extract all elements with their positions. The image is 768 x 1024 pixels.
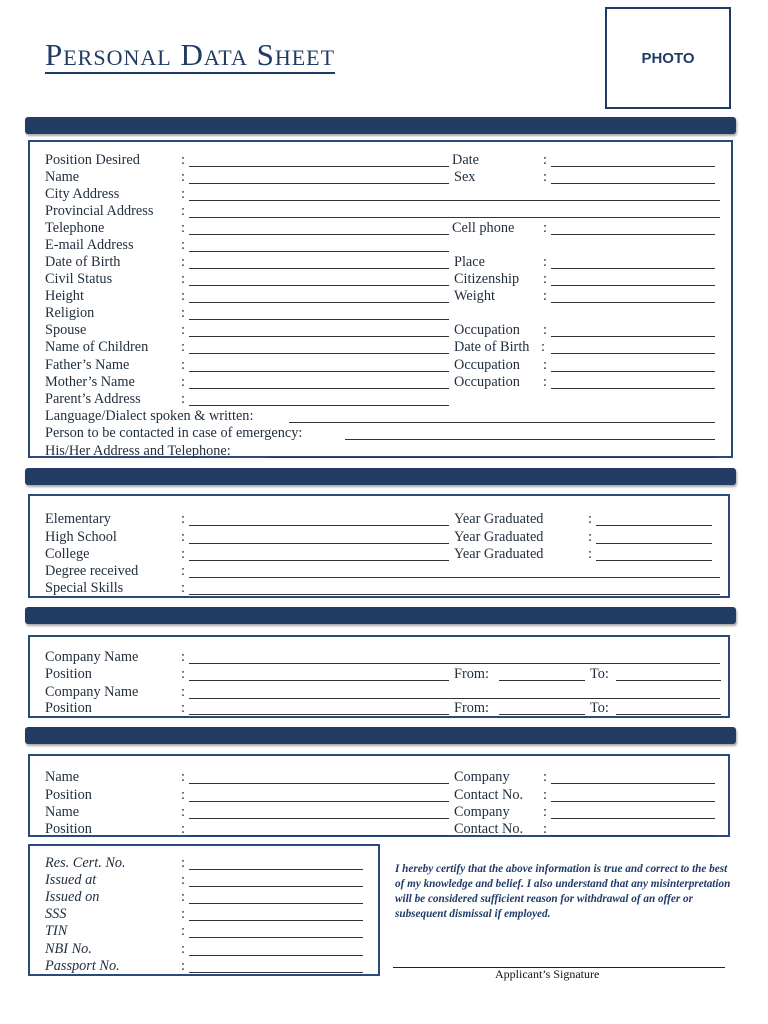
colon: :: [181, 322, 185, 338]
field-parents-address[interactable]: [189, 393, 449, 406]
label-company-name: Company Name: [45, 649, 139, 665]
colon: :: [181, 804, 185, 820]
field-college[interactable]: [189, 548, 449, 561]
page-title: Personal Data Sheet: [45, 37, 336, 72]
label-nbi: NBI No.: [45, 941, 92, 957]
label-language: Language/Dialect spoken & written:: [45, 408, 254, 424]
section-bar-employment: [25, 607, 736, 624]
label-date-of-birth-2: Date of Birth: [454, 339, 530, 355]
label-position: Position: [45, 821, 92, 837]
field-position[interactable]: [189, 789, 449, 802]
field-nbi[interactable]: [189, 943, 363, 956]
label-elementary: Elementary: [45, 511, 111, 527]
field-mothers-name[interactable]: [189, 376, 449, 389]
field-email[interactable]: [189, 239, 449, 252]
label-position: Position: [45, 787, 92, 803]
colon: :: [543, 152, 547, 168]
colon: :: [181, 305, 185, 321]
field-emergency-address[interactable]: [270, 445, 715, 458]
label-tin: TIN: [45, 923, 68, 939]
label-civil-status: Civil Status: [45, 271, 113, 287]
field-to[interactable]: [616, 668, 721, 681]
label-passport: Passport No.: [45, 958, 120, 974]
label-to: To:: [590, 666, 609, 682]
label-contact: Contact No.: [454, 787, 524, 803]
colon: :: [181, 374, 185, 390]
label-company: Company: [454, 804, 510, 820]
field-name[interactable]: [189, 171, 449, 184]
field-telephone[interactable]: [189, 222, 449, 235]
field-skills[interactable]: [189, 582, 720, 595]
label-company-name: Company Name: [45, 684, 139, 700]
label-spouse: Spouse: [45, 322, 87, 338]
colon: :: [181, 357, 185, 373]
label-to: To:: [590, 700, 609, 716]
label-telephone: Telephone: [45, 220, 105, 236]
label-high-school: High School: [45, 529, 117, 545]
field-name-of-children[interactable]: [189, 341, 449, 354]
label-citizenship: Citizenship: [454, 271, 520, 287]
field-from[interactable]: [499, 702, 585, 715]
label-position-desired: Position Desired: [45, 152, 140, 168]
colon: :: [181, 254, 185, 270]
colon: :: [543, 787, 547, 803]
colon: :: [543, 220, 547, 236]
field-passport[interactable]: [189, 960, 363, 973]
section-bar-personal: [25, 117, 736, 134]
field-from[interactable]: [499, 668, 585, 681]
label-year-graduated: Year Graduated: [454, 511, 544, 527]
field-weight[interactable]: [551, 290, 715, 303]
colon: :: [181, 923, 185, 939]
colon: :: [181, 821, 185, 837]
label-date-of-birth: Date of Birth: [45, 254, 121, 270]
colon: :: [181, 391, 185, 407]
label-college: College: [45, 546, 90, 562]
field-spouse[interactable]: [189, 324, 449, 337]
colon: :: [181, 889, 185, 905]
field-issued-on[interactable]: [189, 891, 363, 904]
label-from: From:: [454, 666, 489, 682]
colon: :: [543, 169, 547, 185]
colon: :: [181, 169, 185, 185]
colon: :: [181, 339, 185, 355]
colon: :: [181, 511, 185, 527]
field-occupation[interactable]: [551, 324, 715, 337]
field-tin[interactable]: [189, 925, 363, 938]
label-sex: Sex: [454, 169, 476, 185]
label-name: Name: [45, 769, 80, 785]
field-emergency[interactable]: [345, 427, 715, 440]
colon: :: [588, 546, 592, 562]
label-place: Place: [454, 254, 485, 270]
colon: :: [543, 271, 547, 287]
field-year-graduated[interactable]: [596, 548, 712, 561]
field-company[interactable]: [551, 771, 715, 784]
colon: :: [588, 529, 592, 545]
colon: :: [181, 649, 185, 665]
colon: :: [543, 357, 547, 373]
field-date[interactable]: [551, 154, 715, 167]
colon: :: [543, 254, 547, 270]
label-cell-phone: Cell phone: [452, 220, 515, 236]
photo-box[interactable]: [605, 7, 731, 109]
field-res-cert[interactable]: [189, 857, 363, 870]
colon: :: [181, 546, 185, 562]
colon: :: [181, 958, 185, 974]
field-date-of-birth-2[interactable]: [551, 341, 715, 354]
field-position-desired[interactable]: [189, 154, 449, 167]
label-name-of-children: Name of Children: [45, 339, 149, 355]
label-provincial-address: Provincial Address: [45, 203, 154, 219]
field-civil-status[interactable]: [189, 273, 449, 286]
colon: :: [181, 220, 185, 236]
label-occupation: Occupation: [454, 322, 520, 338]
label-contact: Contact No.: [454, 821, 524, 837]
label-occupation: Occupation: [454, 357, 520, 373]
colon: :: [543, 769, 547, 785]
label-parents-address: Parent’s Address: [45, 391, 141, 407]
colon: :: [181, 700, 185, 716]
field-high-school[interactable]: [189, 531, 449, 544]
field-place[interactable]: [551, 256, 715, 269]
label-name: Name: [45, 804, 80, 820]
field-religion[interactable]: [189, 307, 449, 320]
field-date-of-birth[interactable]: [189, 256, 449, 269]
field-provincial-address[interactable]: [189, 205, 720, 218]
label-issued-at: Issued at: [45, 872, 97, 888]
field-name[interactable]: [189, 771, 449, 784]
label-height: Height: [45, 288, 84, 304]
colon: :: [181, 872, 185, 888]
field-position[interactable]: [189, 823, 449, 836]
field-city-address[interactable]: [189, 188, 720, 201]
field-occupation[interactable]: [551, 359, 715, 372]
field-height[interactable]: [189, 290, 449, 303]
label-name: Name: [45, 169, 80, 185]
colon: :: [181, 906, 185, 922]
colon: :: [588, 511, 592, 527]
colon: :: [543, 288, 547, 304]
label-occupation: Occupation: [454, 374, 520, 390]
label-company: Company: [454, 769, 510, 785]
field-elementary[interactable]: [189, 513, 449, 526]
field-name[interactable]: [189, 806, 449, 819]
label-issued-on: Issued on: [45, 889, 100, 905]
colon: :: [181, 855, 185, 871]
label-position: Position: [45, 666, 92, 682]
field-company-name[interactable]: [189, 651, 720, 664]
photo-label: PHOTO: [641, 49, 695, 67]
section-bar-references: [25, 727, 736, 744]
colon: :: [181, 580, 185, 596]
field-year-graduated[interactable]: [596, 531, 712, 544]
field-fathers-name[interactable]: [189, 359, 449, 372]
label-from: From:: [454, 700, 489, 716]
label-sss: SSS: [45, 906, 67, 922]
colon: :: [541, 339, 545, 355]
section-bar-education: [25, 468, 736, 485]
label-fathers-name: Father’s Name: [45, 357, 130, 373]
colon: :: [181, 666, 185, 682]
label-religion: Religion: [45, 305, 95, 321]
field-to[interactable]: [616, 702, 721, 715]
field-contact[interactable]: [551, 823, 715, 836]
colon: :: [181, 941, 185, 957]
colon: :: [181, 288, 185, 304]
colon: :: [543, 374, 547, 390]
field-occupation[interactable]: [551, 376, 715, 389]
colon: :: [181, 203, 185, 219]
field-sex[interactable]: [551, 171, 715, 184]
field-year-graduated[interactable]: [596, 513, 712, 526]
label-date: Date: [452, 152, 479, 168]
label-emergency-address: His/Her Address and Telephone:: [45, 443, 231, 459]
colon: :: [181, 237, 185, 253]
colon: :: [181, 563, 185, 579]
colon: :: [543, 804, 547, 820]
label-city-address: City Address: [45, 186, 120, 202]
label-year-graduated: Year Graduated: [454, 529, 544, 545]
field-sss[interactable]: [189, 908, 363, 921]
label-weight: Weight: [454, 288, 495, 304]
label-skills: Special Skills: [45, 580, 124, 596]
field-issued-at[interactable]: [189, 874, 363, 887]
colon: :: [181, 186, 185, 202]
colon: :: [181, 684, 185, 700]
certification-text: I hereby certify that the above information is true and correct to the best of my knowledge and belief. I also understand that any misinterpretation will be considered sufficient reason for withdrawal of an offer or subsequent dismissal if employed.: [395, 863, 731, 920]
field-language[interactable]: [289, 410, 715, 423]
colon: :: [181, 152, 185, 168]
colon: :: [181, 529, 185, 545]
field-company[interactable]: [551, 806, 715, 819]
field-position[interactable]: [189, 668, 449, 681]
field-degree[interactable]: [189, 565, 720, 578]
label-year-graduated: Year Graduated: [454, 546, 544, 562]
colon: :: [181, 271, 185, 287]
field-cell-phone[interactable]: [551, 222, 715, 235]
label-email: E-mail Address: [45, 237, 134, 253]
colon: :: [181, 769, 185, 785]
field-citizenship[interactable]: [551, 273, 715, 286]
label-position: Position: [45, 700, 92, 716]
field-contact[interactable]: [551, 789, 715, 802]
colon: :: [543, 821, 547, 837]
label-res-cert: Res. Cert. No.: [45, 855, 126, 871]
label-emergency: Person to be contacted in case of emergency:: [45, 425, 303, 441]
field-position[interactable]: [189, 702, 449, 715]
label-degree: Degree received: [45, 563, 139, 579]
signature-label: Applicant’s Signature: [495, 967, 600, 981]
colon: :: [543, 322, 547, 338]
field-company-name[interactable]: [189, 686, 720, 699]
label-mothers-name: Mother’s Name: [45, 374, 135, 390]
colon: :: [181, 787, 185, 803]
